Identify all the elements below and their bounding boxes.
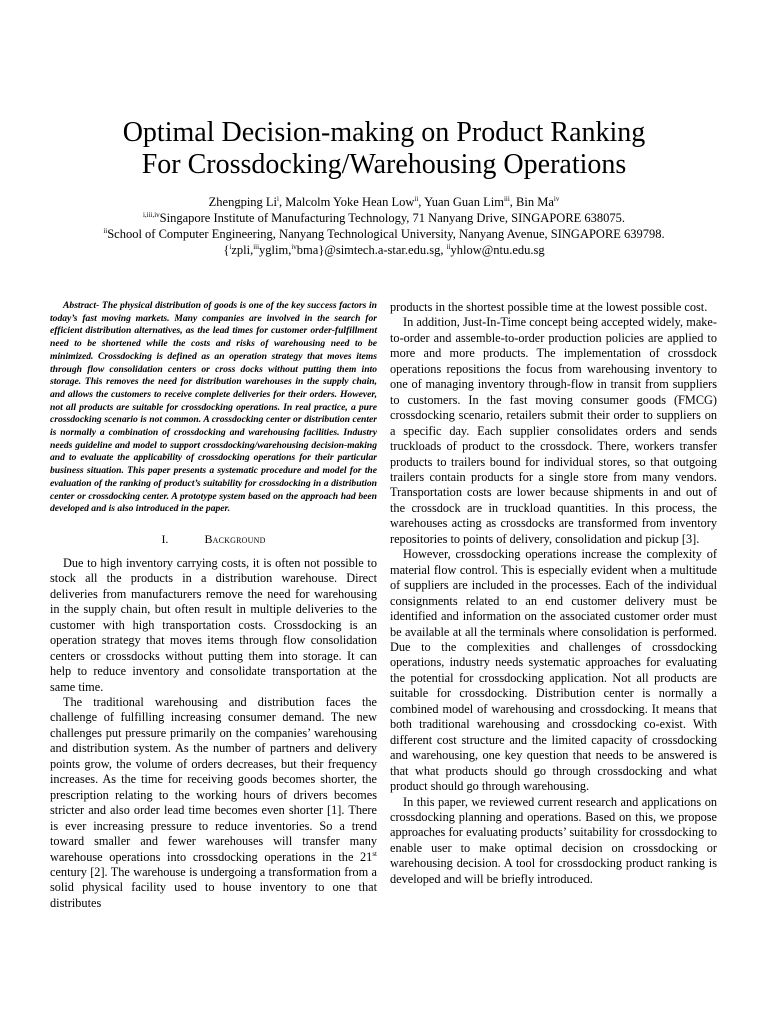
author-name: Yuan Guan Lim — [424, 195, 504, 209]
email-sup: iv — [291, 243, 297, 251]
paper-title — [0, 117, 768, 181]
affiliation-1 — [0, 210, 768, 226]
email-part: yhlow@ntu.edu.sg — [450, 243, 545, 257]
author-name: Zhengping Li — [208, 195, 278, 209]
email-sup: iii — [253, 243, 260, 251]
author-name: Malcolm Yoke Hean Low — [285, 195, 415, 209]
email-part: yglim, — [259, 243, 292, 257]
author-sup: iv — [553, 195, 560, 203]
paragraph-text: century [2]. The warehouse is undergoing a transformation from a solid physical facility used to house inventory to one that distributes — [50, 865, 377, 910]
author-sup: ii — [414, 195, 419, 203]
affiliation-sup: i,iii,iv — [142, 211, 160, 219]
paragraph: products in the shortest possible time at the lowest possible cost. — [390, 300, 708, 314]
email-part: zpli, — [231, 243, 254, 257]
paragraph — [50, 695, 377, 911]
paragraph: In this paper, we reviewed current research and applications on crossdocking planning and operations. Based on this, we propose approaches for evaluating products’ suitability for crossdocking to enable user to make optimal decision on crossdocking or warehousing decision. A tool for crossdocking product ranking is developed and will be briefly introduced. — [390, 794, 717, 886]
affiliation-sup: ii — [103, 227, 108, 235]
email-part: bma}@simtech.a-star.edu.sg, — [296, 243, 447, 257]
paragraph: Due to high inventory carrying costs, it is often not possible to stock all the products in a distribution warehouse. Direct deliveries from manufacturers remove the need for warehousing in the supply chain, but often result in multiple deliveries to the customer with high transportation costs. Crossdocking is an operation strategy that moves items through flow consolidation centers or crossdocks without putting them into storage. It can help to reduce inventory and consolidate transportation at the same time. — [50, 555, 377, 694]
title-line-2: For Crossdocking/Warehousing Operations — [141, 149, 627, 180]
abstract: Abstract- The physical distribution of goods is one of the key success factors in today’s fast moving markets. Many companies are involved in the search for efficient distribution alternatives, as the lead times for customer order-fulfillment need to be shortened while the costs and risks of warehousing need to be minimized. Crossdocking is defined as an operation strategy that moves items through flow consolidation centers or cross docks without putting them into storage. This removes the need for distribution warehouses in the supply chain, and allows the customers to receive complete deliveries for their orders. However, not all products are suitable for crossdocking operations. In real practice, a pure crossdocking scenario is not common. A crossdocking center or distribution center is normally a combination of crossdocking and warehousing facilities. Industry needs guideline and model to support crossdocking/warehousing decision-making and to evaluate the applicability of crossdocking operations for their particular business situation. This paper presents a systematic procedure and model for the evaluation of the ranking of product’s suitability for crossdocking in a distribution center or crossdocking center. A prototype system based on the approach had been developed and is also introduced in the paper. — [50, 300, 377, 515]
author-sup: i — [277, 195, 279, 203]
author-names: Zhengping Li$^i$, Malcolm Yoke Hean Low$^{ii}$, Yuan Guan Lim$^{iii}$, Bin Ma$^{iv}$ — [208, 195, 560, 209]
left-column — [50, 300, 377, 911]
affiliation-text: School of Computer Engineering, Nanyang Technological University, Nanyang Avenue, SINGAPORE 639798. — [107, 227, 665, 241]
author-emails — [0, 242, 768, 258]
affiliation-text: Singapore Institute of Manufacturing Technology, 71 Nanyang Drive, SINGAPORE 638075. — [159, 211, 626, 225]
author-name: Bin Ma — [516, 195, 554, 209]
section-heading — [50, 532, 377, 547]
title-line-1: Optimal Decision-making on Product Ranking — [122, 117, 646, 148]
section-title: Background — [204, 531, 266, 546]
section-number: I. — [161, 531, 169, 546]
paragraph-text: The traditional warehousing and distribution faces the challenge of fulfilling increasing consumer demand. The new challenges put pressure primarily on the companies’ warehousing and distribution system. As the number of partners and delivery points grow, the volume of orders decreases, but their frequency increases. As the time for receiving goods becomes shorter, the prescription relating to the working hours of drivers becomes stricter and also order lead time becomes even shorter [1]. There is ever increasing pressure to reduce inventories. So a trend toward smaller and fewer warehouses will transfer many warehouse operations into crossdocking operations in the 21 — [50, 695, 377, 864]
paragraph: However, crossdocking operations increase the complexity of material flow control. This is especially evident when a multitude of suppliers are included in the processes. Each of the individual consignments related to an end customer delivery must be identified and information on the associated customer order must be available at all the terminals where consolidation is performed. Due to the complexities and challenges of crossdocking operations, industry needs systematic approaches for evaluating the potential for crossdocking application. Not all products are suitable for crossdocking. Distribution center is normally a combined model of warehousing and crossdocking. It means that both traditional warehousing and crossdocking co-exist. With different cost structure and the limited capacity of crossdocking and warehousing, one key question that needs to be answered is that what products should go through crossdocking and what product should go through warehousing. — [390, 547, 717, 794]
email-sup: ii — [446, 243, 451, 251]
ordinal-sup: st — [372, 849, 377, 858]
right-column — [390, 300, 717, 887]
email-brace: { — [223, 243, 230, 257]
affiliation-2 — [0, 226, 768, 242]
email-sup: i — [229, 243, 232, 251]
author-block — [0, 194, 768, 258]
author-sup: iii — [503, 195, 510, 203]
paragraph: In addition, Just-In-Time concept being accepted widely, make-to-order and assemble-to-order production policies are applied to more and more products. The implementation of crossdock operations repositions the focus from warehousing inventory to one of managing inventory through-flow in transit from suppliers to customers. In the fast moving consumer goods (FMCG) crossdocking scenario, retailers submit their order to suppliers on a specific day. Each supplier consolidates orders and sends truckloads of product to the crossdock. There, workers transfer products to trailers bound for individual stores, so that outgoing trailers contain products for a single store from many vendors. Transportation costs are lower because shipments in and out of the crossdock are in truckload quantities. In this process, the warehouses acting as crossdocks are transformed from inventory repositories to points of delivery, consolidation and pickup [3]. — [390, 315, 717, 546]
